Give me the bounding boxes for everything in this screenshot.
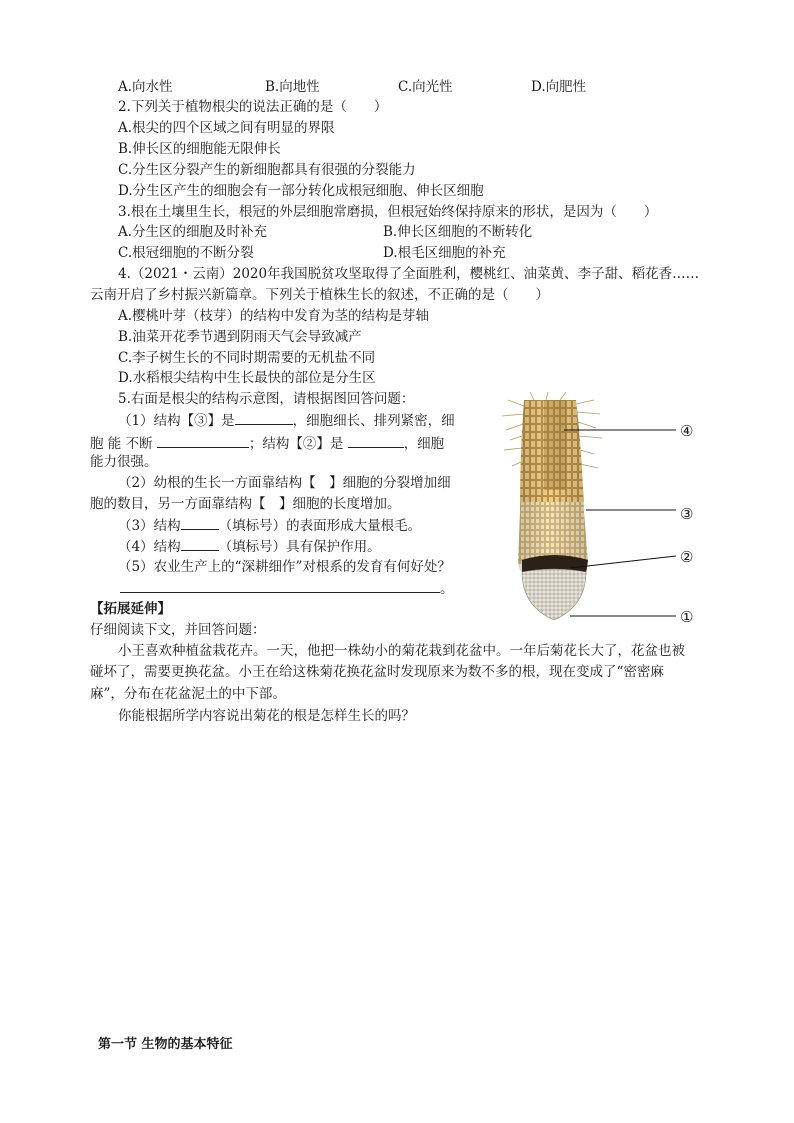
- q5-part-3: （3）结构 （填标号）的表面形成大量根毛。: [118, 515, 421, 536]
- figure-label-3: ③: [680, 505, 694, 523]
- q5-part-4: （4）结构 （填标号）具有保护作用。: [118, 536, 381, 557]
- answer-blank[interactable]: [157, 433, 249, 448]
- extension-paragraph-line-2: 碰坏了，需要更换花盆。小王在给这株菊花换花盆时发现原来为数不多的根，现在变成了“密密麻: [90, 664, 664, 680]
- q1-option-d: D.向肥性: [531, 79, 587, 95]
- q3-option-c: C.根冠细胞的不断分裂: [118, 245, 254, 261]
- q2-option-b: B.伸长区的细胞能无限伸长: [118, 141, 281, 157]
- q4-option-b: B.油菜开花季节遇到阴雨天气会导致减产: [118, 329, 362, 345]
- q3-option-a: A.分生区的细胞及时补充: [118, 224, 268, 240]
- answer-blank[interactable]: [120, 578, 440, 593]
- root-tip-diagram: [500, 392, 710, 628]
- q2-stem: 2.下列关于植物根尖的说法正确的是（ ）: [118, 99, 388, 115]
- section-title: 第一节 生物的基本特征: [98, 1037, 233, 1052]
- q1-option-a: A.向水性: [118, 79, 173, 95]
- q4-stem-line-2: 云南开启了乡村振兴新篇章。下列关于植株生长的叙述，不正确的是（ ）: [90, 287, 549, 303]
- answer-blank[interactable]: [181, 536, 219, 551]
- extension-heading: 【拓展延伸】: [90, 601, 171, 617]
- answer-blank[interactable]: [181, 515, 219, 530]
- figure-label-2: ②: [680, 548, 694, 566]
- extension-question: 你能根据所学内容说出菊花的根是怎样生长的吗？: [118, 708, 415, 724]
- figure-label-1: ①: [680, 608, 694, 626]
- q3-stem: 3.根在土壤里生长，根冠的外层细胞常磨损，但根冠始终保持原来的形状，是因为（ ）: [118, 204, 658, 220]
- q3-option-d: D.根毛区细胞的补充: [383, 245, 506, 261]
- q4-option-c: C.李子树生长的不同时期需要的无机盐不同: [118, 350, 376, 366]
- answer-blank[interactable]: [235, 410, 293, 425]
- q1-option-b: B.向地性: [265, 79, 320, 95]
- q5-stem: 5.右面是根尖的结构示意图，请根据图回答问题：: [118, 391, 415, 407]
- q2-option-a: A.根尖的四个区域之间有明显的界限: [118, 120, 335, 136]
- q3-option-b: B.伸长区细胞的不断转化: [383, 224, 533, 240]
- q5-part-5: （5）农业生产上的“深耕细作”对根系的发育有何好处？: [118, 559, 451, 575]
- q4-stem-line-1: 4.（2021・云南）2020年我国脱贫攻坚取得了全面胜利，樱桃红、油菜黄、李子甜、稻花香……: [118, 266, 700, 282]
- q5-part-1-line-2: 胞 能 不断 ；结构【②】是 ，细胞: [90, 433, 444, 454]
- figure-label-4: ④: [680, 422, 694, 440]
- q1-option-c: C.向光性: [398, 79, 453, 95]
- extension-paragraph-line-3: 麻”，分布在花盆泥土的中下部。: [90, 686, 286, 702]
- q2-option-d: D.分生区产生的细胞会有一部分转化成根冠细胞、伸长区细胞: [118, 183, 484, 199]
- root-cap: [522, 569, 586, 620]
- q4-option-a: A.樱桃叶芽（枝芽）的结构中发育为茎的结构是芽轴: [118, 308, 430, 324]
- answer-blank[interactable]: [348, 433, 404, 448]
- q5-part-1-line-1: （1）结构【③】是 ，细胞细长、排列紧密，细: [118, 410, 455, 431]
- q5-part-5-answer-line: 。: [120, 578, 454, 599]
- q4-option-d: D.水稻根尖结构中生长最快的部位是分生区: [118, 370, 376, 386]
- q5-part-2-line-1: （2）幼根的生长一方面靠结构【 】细胞的分裂增加细: [118, 475, 451, 491]
- extension-intro: 仔细阅读下文，并回答问题：: [90, 622, 266, 638]
- extension-paragraph-line-1: 小王喜欢种植盆栽花卉。一天，他把一株幼小的菊花栽到花盆中。一年后菊花长大了，花盆也被: [118, 643, 685, 659]
- q5-part-2-line-2: 胞的数目，另一方面靠结构【 】细胞的长度增加。: [90, 496, 401, 512]
- q5-part-1-line-3: 能力很强。: [90, 454, 158, 470]
- q2-option-c: C.分生区分裂产生的新细胞都具有很强的分裂能力: [118, 162, 416, 178]
